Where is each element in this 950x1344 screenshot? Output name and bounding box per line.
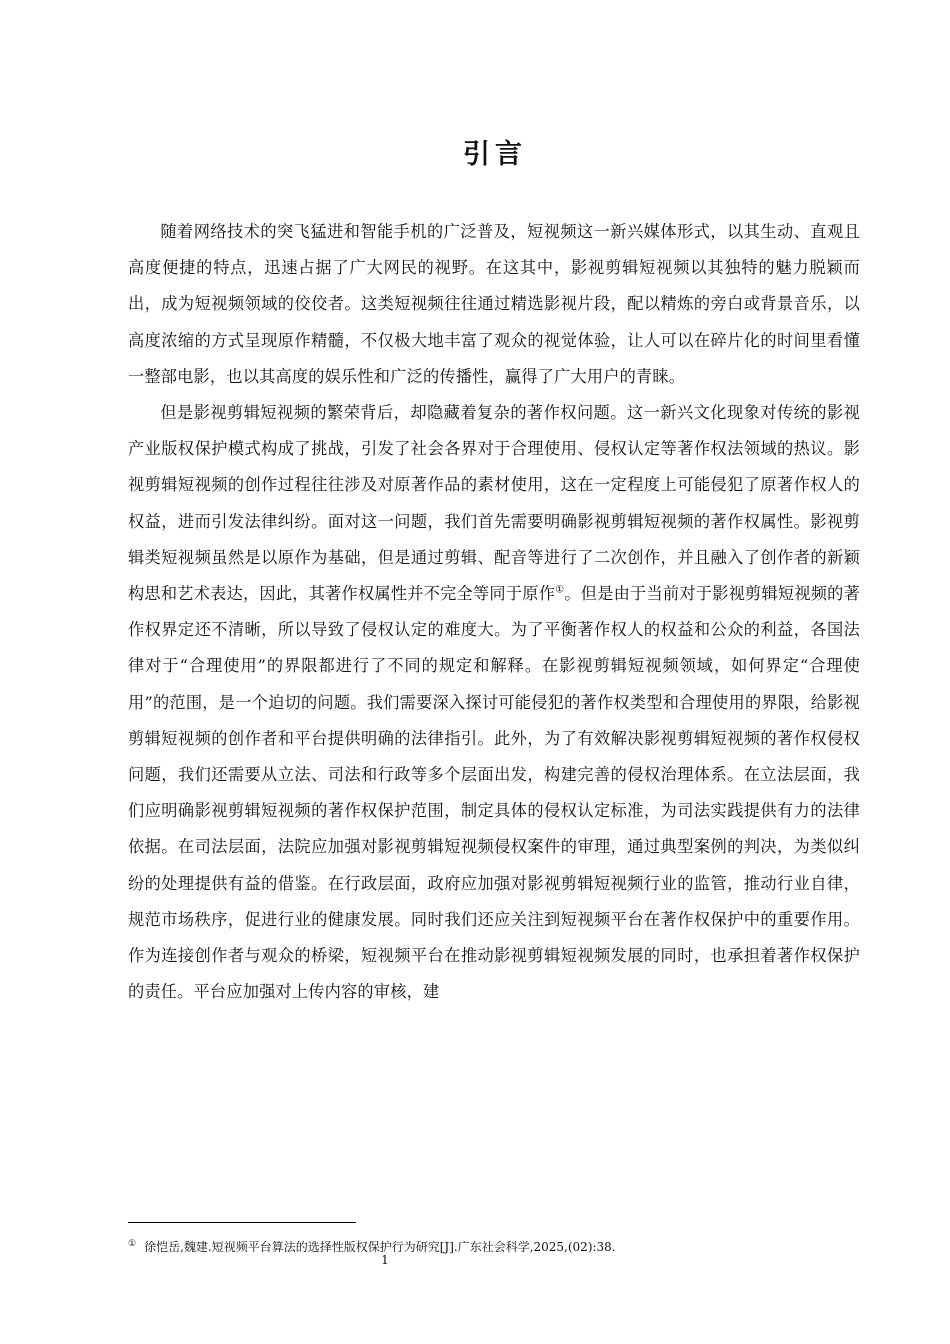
footnote-separator <box>128 1222 356 1223</box>
paragraph-2-part-1: 但是影视剪辑短视频的繁荣背后，却隐藏着复杂的著作权问题。这一新兴文化现象对传统的影视产业版权保护模式构成了挑战，引发了社会各界对于合理使用、侵权认定等著作权法领域的热议。影视剪辑短视频的创作过程往往涉及对原著作品的素材使用，这在一定程度上可能侵犯了原著作权人的权益，进而引发法律纠纷。面对这一问题，我们首先需要明确影视剪辑短视频的著作权属性。影视剪辑类短视频虽然是以原作为基础，但是通过剪辑、配音等进行了二次创作，并且融入了创作者的新颖构思和艺术表达，因此，其著作权属性并不完全等同于原作 <box>128 403 860 604</box>
paragraph-2 <box>128 395 860 1010</box>
footnote-reference[interactable]: ① <box>555 584 565 596</box>
page-number: 1 <box>381 1253 389 1267</box>
paragraph-2-part-2: 。但是由于当前对于影视剪辑短视频的著作权界定还不清晰，所以导致了侵权认定的难度大。为了平衡著作权人的权益和公众的利益，各国法律对于“合理使用”的界限都进行了不同的规定和解释。在影视剪辑短视频领域，如何界定“合理使用”的范围，是一个迫切的问题。我们需要深入探讨可能侵犯的著作权类型和合理使用的界限，给影视剪辑短视频的创作者和平台提供明确的法律指引。此外，为了有效解决影视剪辑短视频的著作权侵权问题，我们还需要从立法、司法和行政等多个层面出发，构建完善的侵权治理体系。在立法层面，我们应明确影视剪辑短视频的著作权保护范围，制定具体的侵权认定标准，为司法实践提供有力的法律依据。在司法层面，法院应加强对影视剪辑短视频侵权案件的审理，通过典型案例的判决，为类似纠纷的处理提供有益的借鉴。在行政层面，政府应加强对影视剪辑短视频行业的监管，推动行业自律，规范市场秩序，促进行业的健康发展。同时我们还应关注到短视频平台在著作权保护中的重要作用。作为连接创作者与观众的桥梁，短视频平台在推动影视剪辑短视频发展的同时，也承担着著作权保护的责任。平台应加强对上传内容的审核，建 <box>128 584 860 1002</box>
page-title: 引言 <box>463 139 527 170</box>
footnote-text: 徐恺岳,魏建.短视频平台算法的选择性版权保护行为研究[J].广东社会科学,2025,(02):38. <box>144 1240 616 1254</box>
footnote-mark: ① <box>128 1239 137 1249</box>
paragraph-1: 随着网络技术的突飞猛进和智能手机的广泛普及，短视频这一新兴媒体形式，以其生动、直观且高度便捷的特点，迅速占据了广大网民的视野。在这其中，影视剪辑短视频以其独特的魅力脱颖而出，成为短视频领域的佼佼者。这类短视频往往通过精选影视片段，配以精炼的旁白或背景音乐，以高度浓缩的方式呈现原作精髓，不仅极大地丰富了观众的视觉体验，让人可以在碎片化的时间里看懂一整部电影，也以其高度的娱乐性和广泛的传播性，赢得了广大用户的青睐。 <box>128 222 860 386</box>
body-text <box>128 214 860 1010</box>
